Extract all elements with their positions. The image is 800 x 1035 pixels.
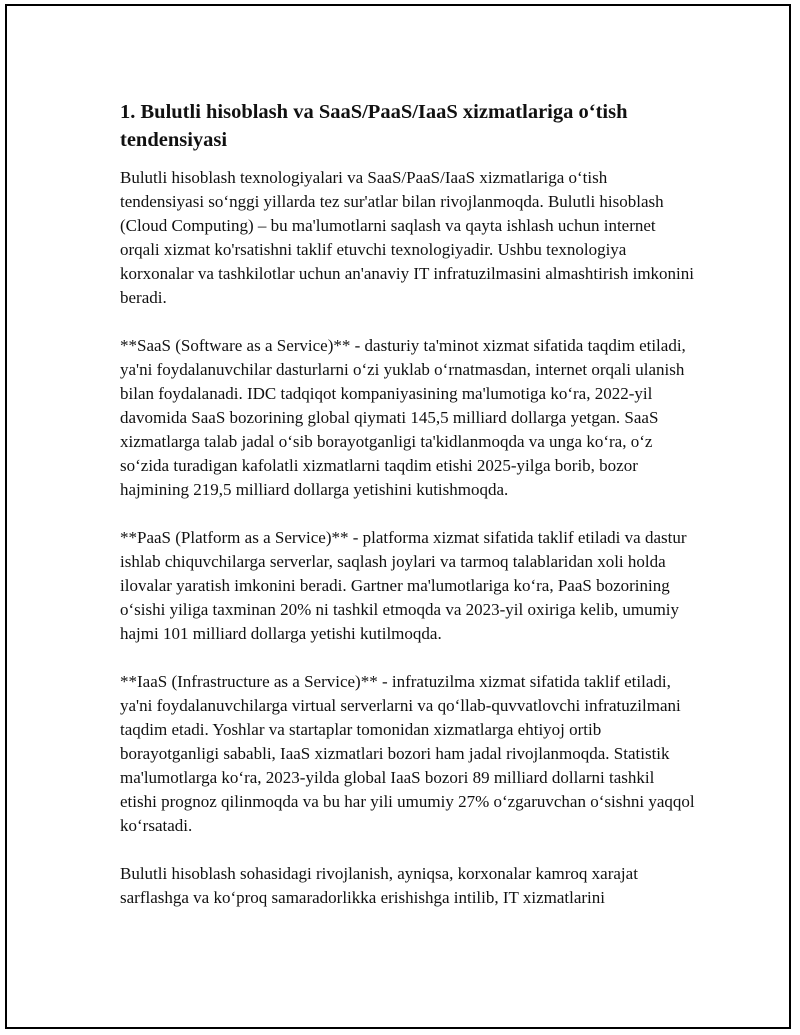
paragraph-intro: Bulutli hisoblash texnologiyalari va SaaS/PaaS/IaaS xizmatlariga o‘tish tendensiyasi so‘nggi yillarda tez sur'atlar bilan rivojlanmoqda. Bulutli hisoblash (Cloud Computing) – bu ma'lumotlarni saqlash va qayta ishlash uchun internet orqali xizmat ko'rsatishni taklif etuvchi texnologiyadir. Ushbu texnologiya korxonalar va tashkilotlar uchun an'anaviy IT infratuzilmasini almashtirish imkonini beradi.	[120, 168, 694, 307]
paragraph-paas: **PaaS (Platform as a Service)** - platforma xizmat sifatida taklif etiladi va dastur ishlab chiquvchilarga serverlar, saqlash joylari va tarmoq talablaridan xoli holda ilovalar yaratish imkonini beradi. Gartner ma'lumotlariga ko‘ra, PaaS bozorining o‘sishi yiliga taxminan 20% ni tashkil etmoqda va 2023-yil oxiriga kelib, umumiy hajmi 101 milliard dollarga yetishi kutilmoqda.	[120, 528, 687, 643]
paragraph-saas: **SaaS (Software as a Service)** - dasturiy ta'minot xizmat sifatida taqdim etiladi, ya'ni foydalanuvchilar dasturlarni o‘zi yuklab o‘rnatmasdan, internet orqali ulanish bilan foydalanadi. IDC tadqiqot kompaniyasining ma'lumotiga ko‘ra, 2022-yil davomida SaaS bozorining global qiymati 145,5 milliard dollarga yetgan. SaaS xizmatlarga talab jadal o‘sib borayotganligi ta'kidlanmoqda va unga ko‘ra, o‘z so‘zida turadigan kafolatli xizmatlarni taqdim etishi 2025-yilga borib, bozor hajmining 219,5 milliard dollarga yetishini kutishmoqda.	[120, 336, 686, 499]
paragraph-conclusion: Bulutli hisoblash sohasidagi rivojlanish, ayniqsa, korxonalar kamroq xarajat sarflashga va ko‘proq samaradorlikka erishishga intilib, IT xizmatlarini	[120, 864, 638, 907]
document-body	[120, 98, 695, 934]
section-heading: 1. Bulutli hisoblash va SaaS/PaaS/IaaS xizmatlariga o‘tish tendensiyasi	[120, 101, 628, 151]
document-page	[5, 4, 791, 1029]
paragraph-iaas: **IaaS (Infrastructure as a Service)** - infratuzilma xizmat sifatida taklif etiladi, ya'ni foydalanuvchilarga virtual serverlarni va qo‘llab-quvvatlovchi infratuzilmani taqdim etadi. Yoshlar va startaplar tomonidan xizmatlarga ehtiyoj ortib borayotganligi sababli, IaaS xizmatlari bozori ham jadal rivojlanmoqda. Statistik ma'lumotlarga ko‘ra, 2023-yilda global IaaS bozori 89 milliard dollarni tashkil etishi prognoz qilinmoqda va bu har yili umumiy 27% o‘zgaruvchan o‘sishni yaqqol ko‘rsatadi.	[120, 672, 695, 835]
